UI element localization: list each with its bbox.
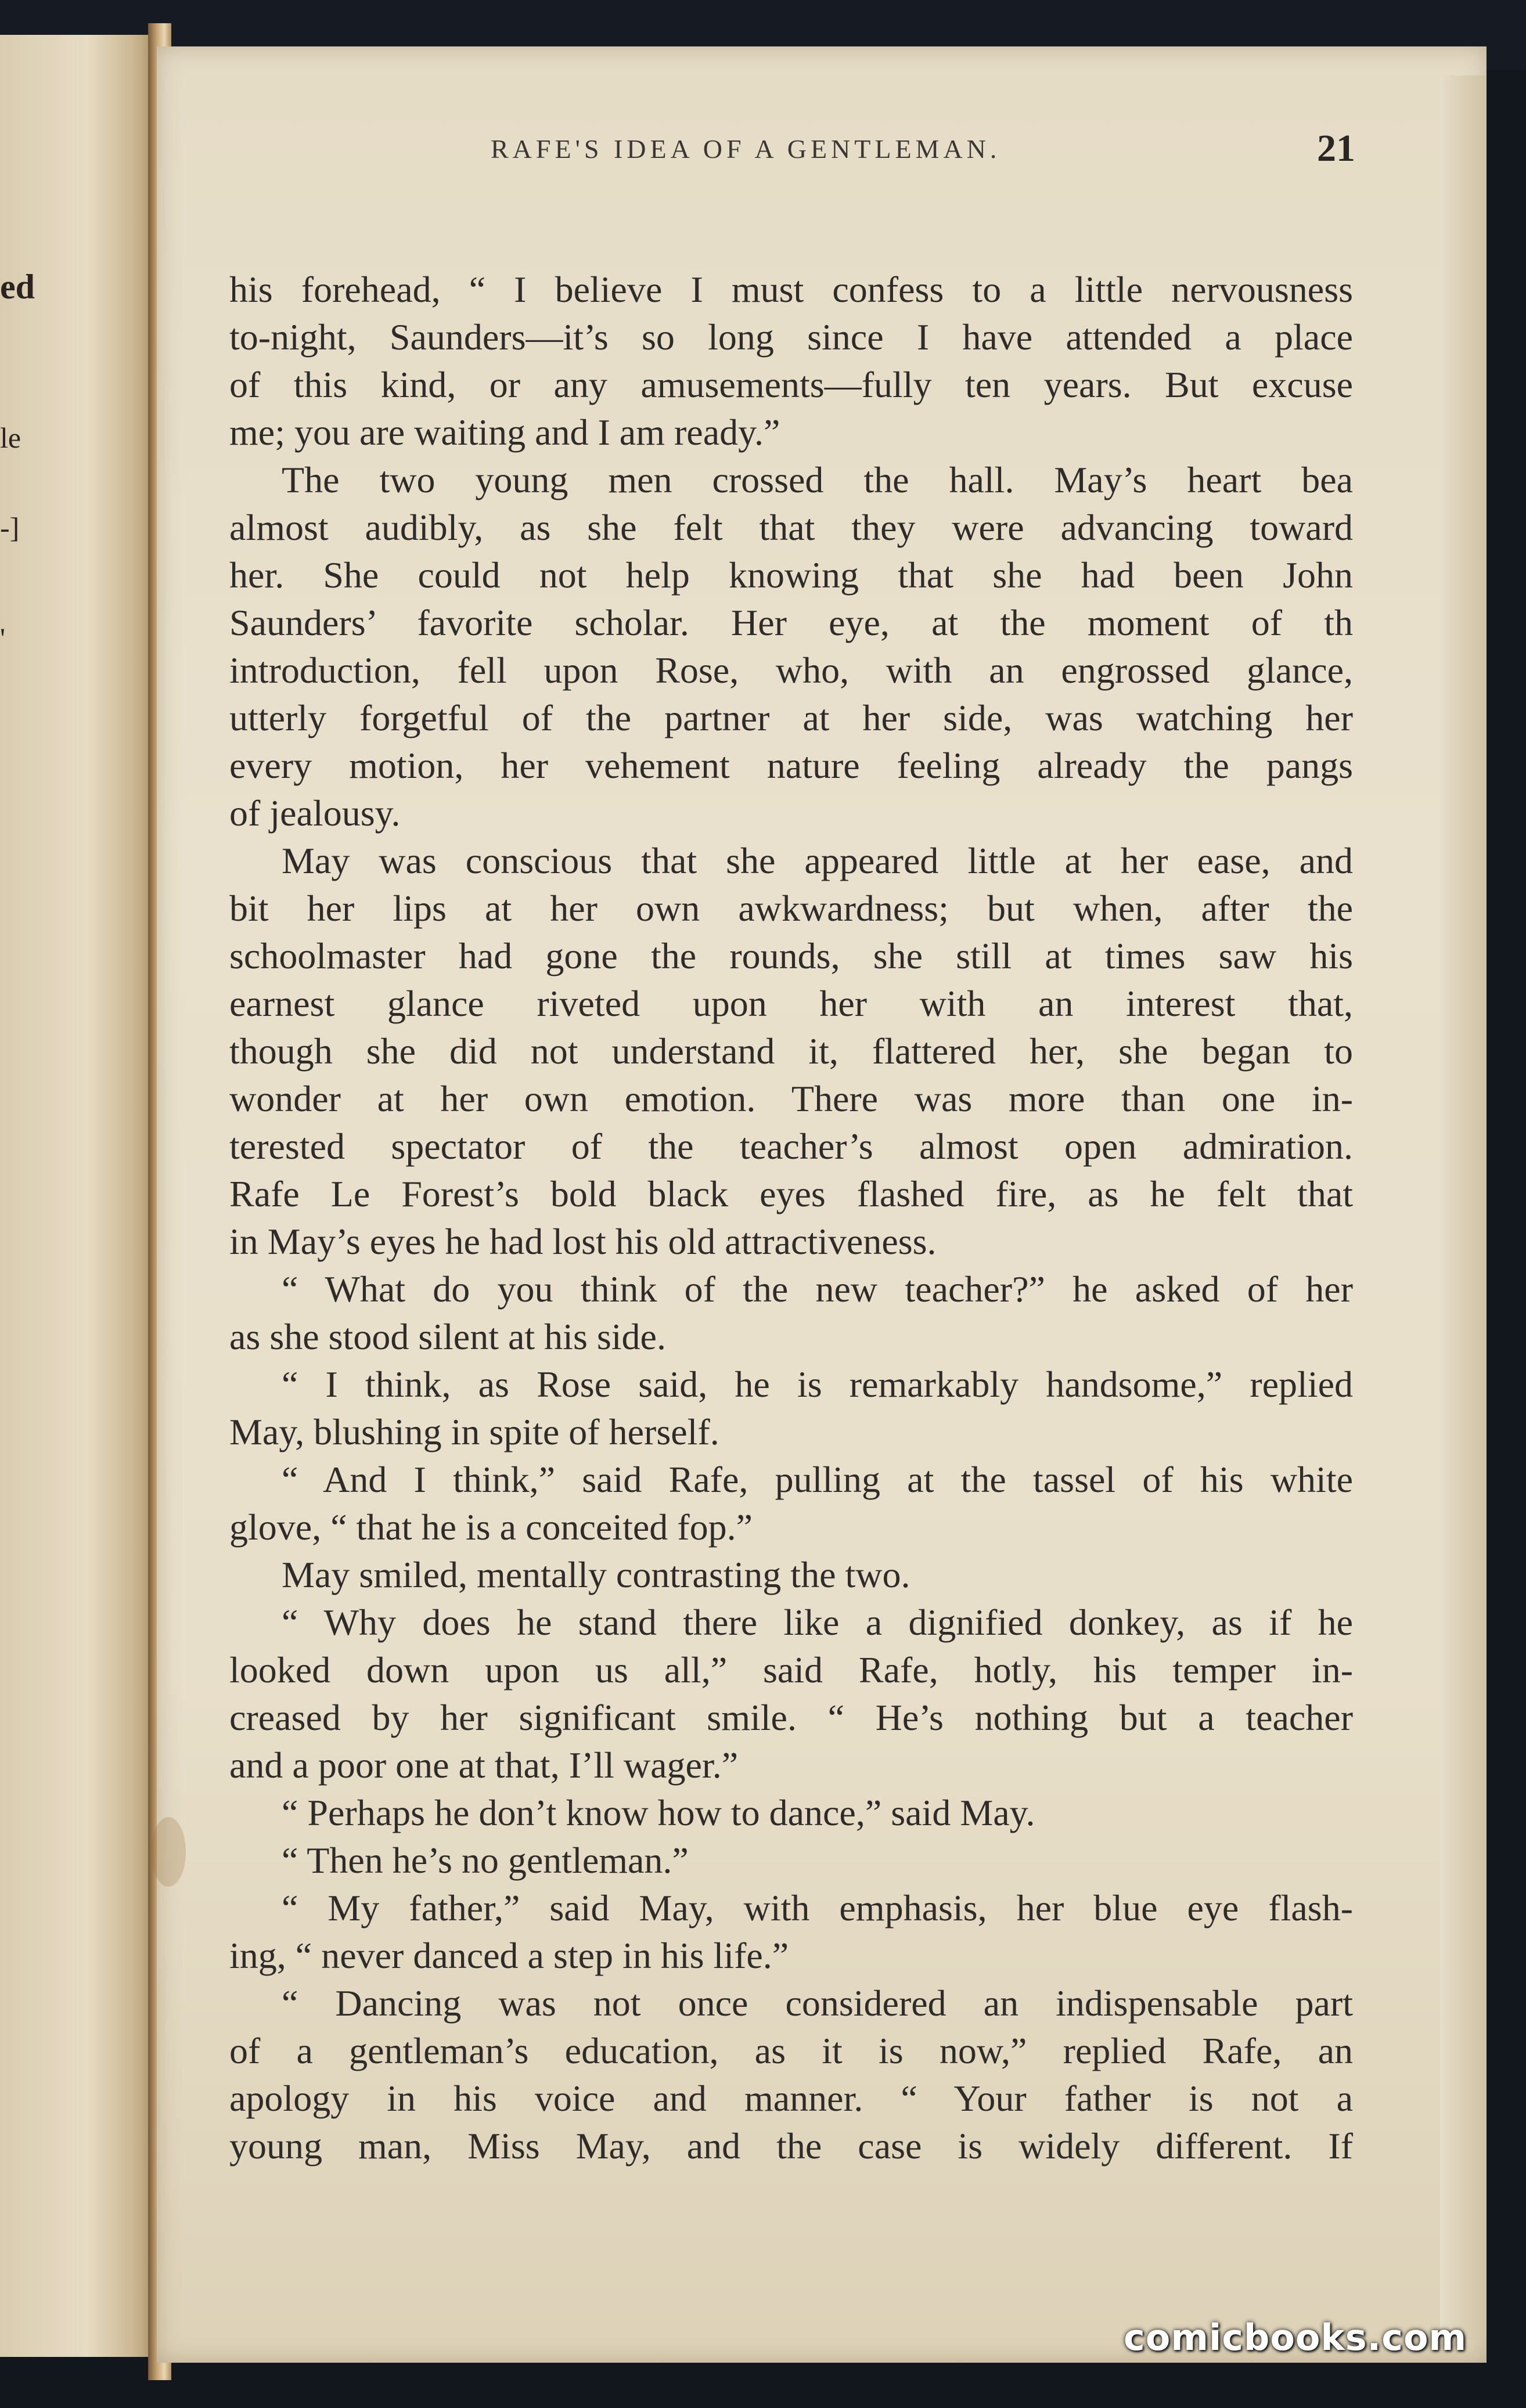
- text-line: earnest glance riveted upon her with an interest that,: [229, 983, 1353, 1024]
- page-number: 21: [1317, 127, 1355, 170]
- left-page-fragment: ed: [0, 268, 35, 306]
- text-line: almost audibly, as she felt that they were advancing toward: [229, 507, 1353, 548]
- text-line: “ Perhaps he don’t know how to dance,” said May.: [282, 1792, 1035, 1833]
- text-line: May, blushing in spite of herself.: [229, 1411, 719, 1452]
- left-page-fragment: -]: [0, 511, 20, 544]
- text-line: of this kind, or any amusements—fully ten years. But excuse: [229, 364, 1353, 405]
- text-line: me; you are waiting and I am ready.”: [229, 412, 780, 453]
- text-line: “ Why does he stand there like a dignified donkey, as if he: [282, 1602, 1353, 1643]
- text-line: utterly forgetful of the partner at her side, was watching her: [229, 697, 1353, 738]
- text-line: and a poor one at that, I’ll wager.”: [229, 1744, 739, 1786]
- text-line: “ I think, as Rose said, he is remarkably handsome,” replied: [282, 1364, 1353, 1405]
- text-line: young man, Miss May, and the case is widely different. If: [229, 2125, 1353, 2167]
- text-line: though she did not understand it, flattered her, she began to: [229, 1030, 1353, 1072]
- text-line: bit her lips at her own awkwardness; but when, after the: [229, 888, 1353, 929]
- text-line: looked down upon us all,” said Rafe, hotly, his temper in-: [229, 1649, 1353, 1690]
- page-header: [0, 127, 1526, 180]
- page-edge: [1440, 75, 1487, 2339]
- text-line: every motion, her vehement nature feeling already the pangs: [229, 745, 1353, 786]
- text-line: “ What do you think of the new teacher?” he asked of her: [282, 1268, 1353, 1310]
- text-line: wonder at her own emotion. There was more than one in-: [229, 1078, 1353, 1119]
- text-line: glove, “ that he is a conceited fop.”: [229, 1506, 753, 1548]
- left-page-fragment: le: [0, 421, 21, 454]
- text-line: of a gentleman’s education, as it is now,” replied Rafe, an: [229, 2030, 1353, 2071]
- text-line: his forehead, “ I believe I must confess to a little nervousness: [229, 269, 1353, 310]
- text-line: terested spectator of the teacher’s almost open admiration.: [229, 1126, 1353, 1167]
- text-line: “ Then he’s no gentleman.”: [282, 1840, 689, 1881]
- text-line: as she stood silent at his side.: [229, 1316, 666, 1357]
- text-line: in May’s eyes he had lost his old attractiveness.: [229, 1221, 937, 1262]
- running-title: RAFE'S IDEA OF A GENTLEMAN.: [491, 134, 1001, 164]
- text-line: introduction, fell upon Rose, who, with an engrossed glance,: [229, 650, 1353, 691]
- text-line: May was conscious that she appeared little at her ease, and: [282, 840, 1353, 881]
- left-facing-page: [0, 35, 163, 2357]
- text-line: “ Dancing was not once considered an indispensable part: [282, 1982, 1353, 2024]
- body-text: [229, 266, 1353, 2170]
- text-line: The two young men crossed the hall. May’s heart bea: [282, 459, 1353, 500]
- text-line: apology in his voice and manner. “ Your father is not a: [229, 2078, 1353, 2119]
- page-stain: [151, 1817, 186, 1887]
- text-line: May smiled, mentally contrasting the two.: [282, 1554, 910, 1595]
- text-line: Rafe Le Forest’s bold black eyes flashed fire, as he felt that: [229, 1173, 1353, 1214]
- text-line: ing, “ never danced a step in his life.”: [229, 1935, 789, 1976]
- text-line: her. She could not help knowing that she had been John: [229, 554, 1353, 596]
- text-line: “ And I think,” said Rafe, pulling at the tassel of his white: [282, 1459, 1353, 1500]
- watermark: comicbooks.com: [1124, 2316, 1467, 2359]
- text-line: of jealousy.: [229, 792, 401, 834]
- text-line: schoolmaster had gone the rounds, she still at times saw his: [229, 935, 1353, 976]
- text-line: “ My father,” said May, with emphasis, her blue eye flash-: [282, 1887, 1353, 1928]
- text-line: creased by her significant smile. “ He’s nothing but a teacher: [229, 1697, 1353, 1738]
- text-line: Saunders’ favorite scholar. Her eye, at the moment of th: [229, 602, 1353, 643]
- text-line: to-night, Saunders—it’s so long since I have attended a place: [229, 316, 1353, 358]
- left-page-fragment: ': [0, 622, 6, 654]
